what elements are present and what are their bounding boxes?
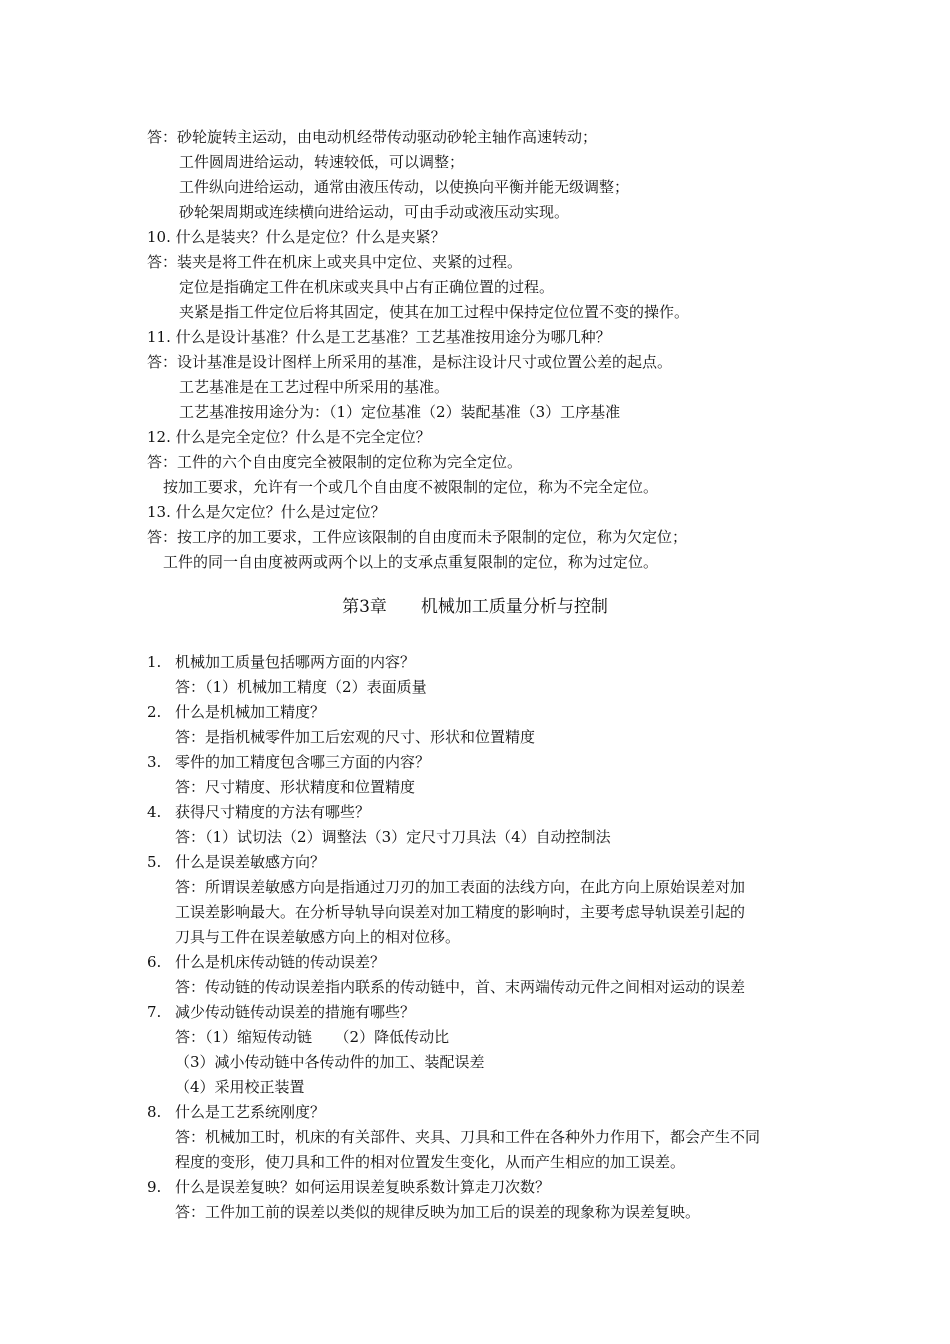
answer-line: 答：机械加工时，机床的有关部件、夹具、刀具和工件在各种外力作用下，都会产生不同 [175, 1128, 761, 1146]
question-line: 什么是误差复映？如何运用误差复映系数计算走刀次数？ [175, 1178, 551, 1196]
question-line: 机械加工质量包括哪两方面的内容？ [175, 653, 416, 671]
answer-line: 刀具与工件在误差敏感方向上的相对位移。 [175, 928, 461, 946]
answer-line: 按加工要求，允许有一个或几个自由度不被限制的定位，称为不完全定位。 [163, 478, 659, 496]
question-number: 7. [147, 1003, 162, 1021]
answer-line: 答：尺寸精度、形状精度和位置精度 [175, 778, 416, 796]
answer-line: 答：工件加工前的误差以类似的规律反映为加工后的误差的现象称为误差复映。 [175, 1203, 701, 1221]
answer-line: 定位是指确定工件在机床或夹具中占有正确位置的过程。 [179, 278, 555, 296]
answer-line: 夹紧是指工件定位后将其固定，使其在加工过程中保持定位位置不变的操作。 [179, 303, 690, 321]
answer-line: 工件圆周进给运动，转速较低，可以调整； [179, 153, 465, 171]
answer-line: 工件纵向进给运动，通常由液压传动，以使换向平衡并能无级调整； [179, 178, 630, 196]
answer-line: 工误差影响最大。在分析导轨导向误差对加工精度的影响时，主要考虑导轨误差引起的 [175, 903, 746, 921]
answer-line: （3）减小传动链中各传动件的加工、装配误差 [175, 1053, 485, 1071]
question-line: 什么是机床传动链的传动误差？ [175, 953, 386, 971]
answer-line: （4）采用校正装置 [175, 1078, 305, 1096]
answer-line: 答：（1）缩短传动链 （2）降低传动比 [175, 1028, 450, 1046]
question-line: 什么是误差敏感方向？ [175, 853, 326, 871]
question-number: 6. [147, 953, 162, 971]
answer-line: 答：砂轮旋转主运动，由电动机经带传动驱动砂轮主轴作高速转动； [147, 128, 598, 146]
question-line: 13. 什么是欠定位？什么是过定位？ [147, 503, 386, 521]
question-line: 11. 什么是设计基准？什么是工艺基准？工艺基准按用途分为哪几种？ [147, 328, 611, 346]
question-number: 4. [147, 803, 162, 821]
question-number: 9. [147, 1178, 162, 1196]
answer-line: 答：是指机械零件加工后宏观的尺寸、形状和位置精度 [175, 728, 536, 746]
answer-line: 砂轮架周期或连续横向进给运动，可由手动或液压动实现。 [179, 203, 570, 221]
question-number: 2. [147, 703, 162, 721]
answer-line: 工艺基准是在工艺过程中所采用的基准。 [179, 378, 450, 396]
answer-line: 答：传动链的传动误差指内联系的传动链中，首、末两端传动元件之间相对运动的误差 [175, 978, 746, 996]
question-line: 获得尺寸精度的方法有哪些？ [175, 803, 371, 821]
answer-line: 答：装夹是将工件在机床上或夹具中定位、夹紧的过程。 [147, 253, 523, 271]
question-line: 12. 什么是完全定位？什么是不完全定位？ [147, 428, 431, 446]
chapter-title: 第3章 机械加工质量分析与控制 [342, 597, 608, 617]
answer-line: 工件的同一自由度被两或两个以上的支承点重复限制的定位，称为过定位。 [163, 553, 659, 571]
question-number: 5. [147, 853, 162, 871]
question-line: 减少传动链传动误差的措施有哪些？ [175, 1003, 416, 1021]
answer-line: 答：（1）试切法（2）调整法（3）定尺寸刀具法（4）自动控制法 [175, 828, 611, 846]
answer-line: 答：（1）机械加工精度（2）表面质量 [175, 678, 427, 696]
question-line: 零件的加工精度包含哪三方面的内容？ [175, 753, 431, 771]
answer-line: 答：所谓误差敏感方向是指通过刀刃的加工表面的法线方向，在此方向上原始误差对加 [175, 878, 746, 896]
question-number: 8. [147, 1103, 162, 1121]
question-line: 10. 什么是装夹？什么是定位？什么是夹紧？ [147, 228, 446, 246]
answer-line: 答：按工序的加工要求，工件应该限制的自由度而未予限制的定位，称为欠定位； [147, 528, 688, 546]
answer-line: 答：设计基准是设计图样上所采用的基准，是标注设计尺寸或位置公差的起点。 [147, 353, 673, 371]
question-line: 什么是机械加工精度？ [175, 703, 326, 721]
answer-line: 工艺基准按用途分为：（1）定位基准（2）装配基准（3）工序基准 [179, 403, 621, 421]
answer-line: 答：工件的六个自由度完全被限制的定位称为完全定位。 [147, 453, 523, 471]
question-line: 什么是工艺系统刚度？ [175, 1103, 326, 1121]
answer-line: 程度的变形，使刀具和工件的相对位置发生变化，从而产生相应的加工误差。 [175, 1153, 686, 1171]
question-number: 1. [147, 653, 162, 671]
question-number: 3. [147, 753, 162, 771]
